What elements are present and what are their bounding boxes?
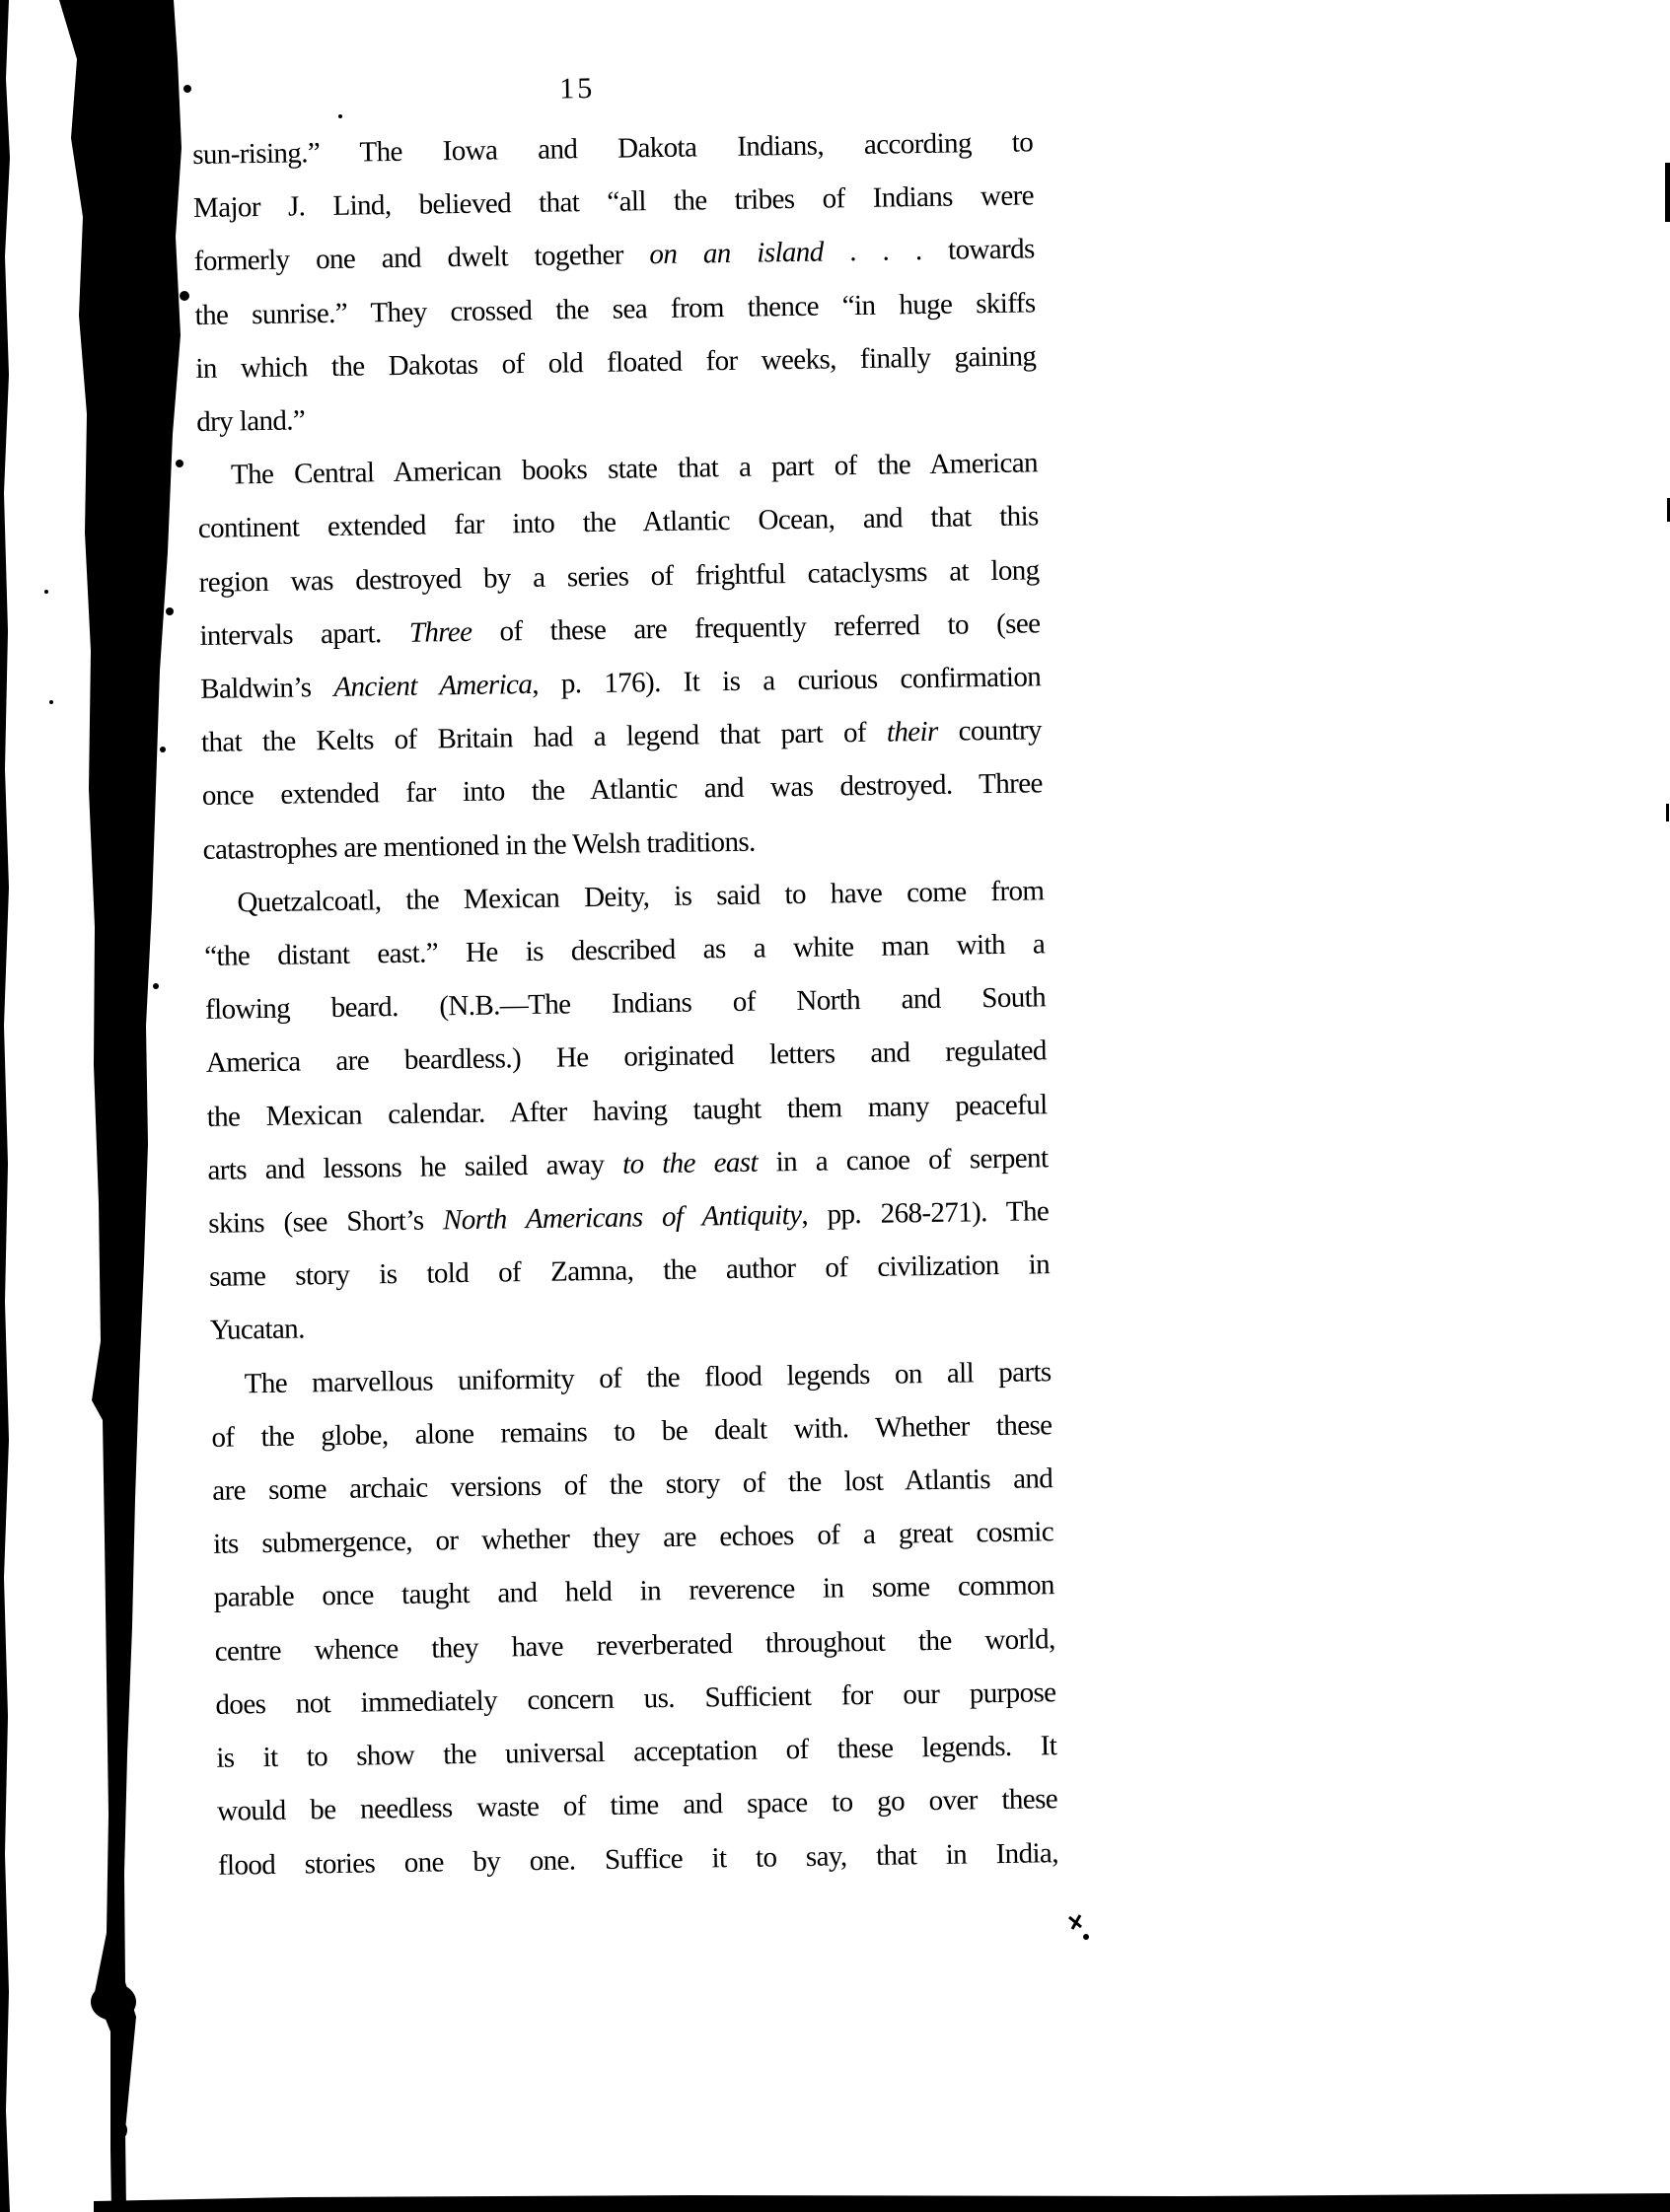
text-line: does not immediately concern us. Sufficient for our purpose <box>215 1677 1056 1721</box>
speck <box>1083 1934 1089 1940</box>
text-line: flood stories one by one. Suffice it to say, that in India, <box>217 1836 1059 1882</box>
text-line: America are beardless.) He originated letters and regulated <box>205 1035 1048 1080</box>
text-line: is it to show the universal acceptation of these legends. It <box>216 1730 1057 1774</box>
text-line: of the globe, alone remains to be dealt with. Whether these <box>211 1409 1053 1454</box>
text-line: arts and lessons he sailed away to the east in a canoe of serpent <box>207 1142 1049 1186</box>
text-line: formerly one and dwelt together on an island . . . towards <box>193 233 1035 278</box>
page-number: 15 <box>559 71 596 106</box>
text-line: that the Kelts of Britain had a legend that part of their country <box>200 714 1043 759</box>
text-line: Major J. Lind, believed that “all the tribes of Indians were <box>192 179 1035 225</box>
bottom-scan-bar <box>94 2193 1670 2212</box>
text-line: the sunrise.” They crossed the sea from thence “in huge skiffs <box>194 286 1036 331</box>
text-line: The Central American books state that a part of the American <box>230 447 1039 491</box>
text-line: centre whence they have reverberated throughout the world, <box>214 1622 1055 1668</box>
text-line: would be needless waste of time and space to go over these <box>216 1783 1058 1828</box>
text-line: region was destroyed by a series of frightful cataclysms at long <box>198 553 1040 599</box>
text-line: continent extended far into the Atlantic Ocean, and that this <box>197 500 1039 545</box>
text-line: flowing beard. (N.B.—The Indians of North and South <box>204 981 1047 1027</box>
text-line: are some archaic versions of the story of the lost Atlantis and <box>212 1463 1053 1507</box>
text-block <box>191 62 1058 1891</box>
text-line: same story is told of Zamna, the author of civilization in <box>208 1249 1051 1294</box>
text-line: Quetzalcoatl, the Mexican Deity, is said to have come from <box>237 875 1045 919</box>
text-line: Baldwin’s Ancient America, p. 176). It is a curious confirmation <box>200 661 1042 705</box>
text-line: once extended far into the Atlantic and was destroyed. Three <box>201 767 1043 813</box>
text-line: intervals apart. Three of these are frequently referred to (see <box>199 607 1041 652</box>
text-line: parable once taught and held in reverence in some common <box>213 1569 1055 1614</box>
paragraph <box>192 115 1038 449</box>
paragraph <box>210 1345 1058 1892</box>
text-line: its submergence, or whether they are echoes of a great cosmic <box>212 1516 1054 1561</box>
right-edge-tick <box>1665 163 1670 222</box>
text-line: Yucatan. <box>209 1313 305 1347</box>
right-edge-tick <box>1666 804 1669 821</box>
paragraph <box>203 864 1051 1357</box>
text-line: sun-rising.” The Iowa and Dakota Indians, according to <box>191 126 1034 171</box>
binding-shadow-band <box>59 0 182 2212</box>
page-edge-line <box>0 0 10 2212</box>
text-line: in which the Dakotas of old floated for weeks, finally gaining <box>195 340 1037 385</box>
text-line: catastrophes are mentioned in the Welsh traditions. <box>202 825 756 866</box>
ink-blob <box>97 1391 116 1417</box>
speck-mark <box>1069 1915 1081 1929</box>
text-line: The marvellous uniformity of the flood legends on all parts <box>244 1355 1052 1400</box>
text-line: “the distant east.” He is described as a white man with a <box>204 928 1046 972</box>
text-line: skins (see Short’s North Americans of Antiquity, pp. 268-271). The <box>208 1195 1050 1240</box>
ink-blob <box>91 1983 136 2021</box>
paragraph <box>197 437 1044 877</box>
text-line: dry land.” <box>195 404 306 438</box>
text-line: the Mexican calendar. After having taught them many peaceful <box>206 1088 1048 1133</box>
